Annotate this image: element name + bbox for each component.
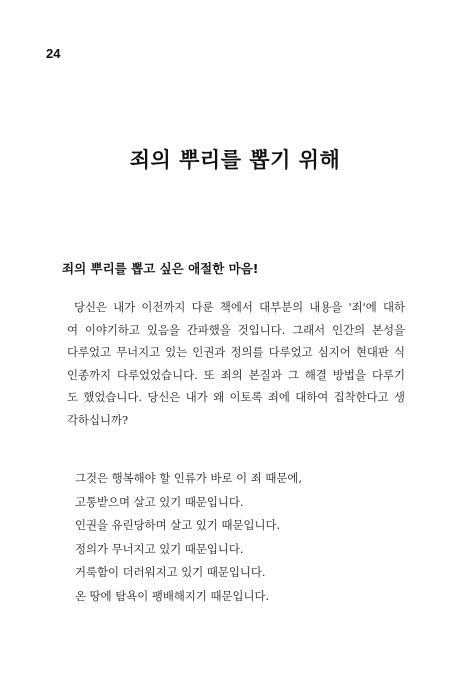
section-heading: 죄의 뿌리를 뽑고 싶은 애절한 마음!: [62, 261, 259, 276]
paragraph-line: 여 이야기하고 있음을 간파했을 것입니다. 그래서 인간의 본성을: [67, 322, 405, 337]
paragraph-line: 도 했었습니다. 당신은 내가 왜 이토록 죄에 대하여 집착한다고 생: [67, 390, 405, 404]
verse-line: 온 땅에 탐욕이 팽배해지기 때문입니다.: [75, 588, 270, 603]
paragraph-line: 당신은 내가 이전까지 다룬 책에서 대부분의 내용을 '죄'에 대하: [74, 300, 405, 314]
body-paragraph: [67, 296, 405, 431]
verse-line: 그것은 행복해야 할 인류가 바로 이 죄 때문에,: [75, 471, 303, 485]
verse-line: 고통받으며 살고 있기 때문입니다.: [75, 494, 244, 509]
paragraph-line: 각하십니까?: [67, 412, 129, 427]
paragraph-line: 다루었고 무너지고 있는 인권과 정의를 다루었고 심지어 현대판 식: [67, 345, 405, 359]
paragraph-line: 인종까지 다루었었습니다. 또 죄의 본질과 그 해결 방법을 다루기: [67, 367, 405, 382]
chapter-title: 죄의 뿌리를 뽑기 위해: [129, 148, 341, 172]
page-number: 24: [46, 46, 61, 61]
verse-block: [75, 467, 302, 609]
verse-line: 정의가 무너지고 있기 때문입니다.: [75, 541, 244, 556]
verse-line: 인권을 유린당하며 살고 있기 때문입니다.: [75, 518, 281, 533]
verse-line: 거룩함이 더러워지고 있기 때문입니다.: [75, 565, 266, 580]
